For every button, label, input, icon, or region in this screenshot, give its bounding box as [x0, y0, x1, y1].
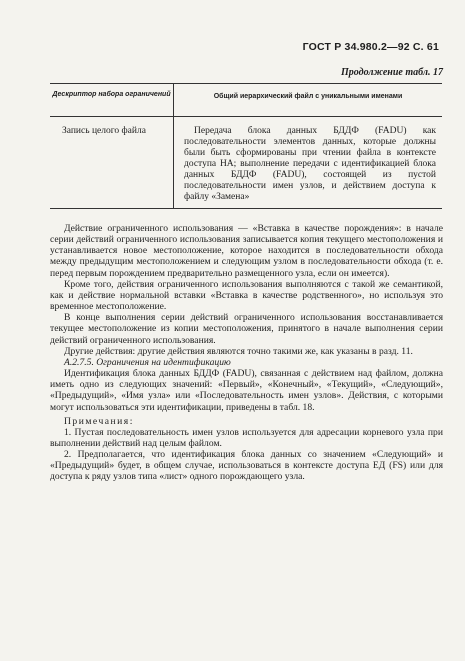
- paragraph-identification: Идентификация блока данных БДДФ (FADU), связанная с действием над файлом, должна иметь одно из следующих значений: «Первый», «Конечный», «Текущий», «Следующий», «Предыдущий», «Имя узла» или «Последовательность имен узлов». Действия, с которыми могут использоваться эти идентификации, приведены в табл. 18.: [50, 368, 443, 413]
- table-continuation-label: Продолжение табл. 17: [340, 67, 443, 78]
- paragraph-semantics: Кроме того, действия ограниченного использования выполняются с такой же семантикой, как и действие нормальной вставки «Вставка в качестве родственного», но используя это временное местоположение.: [50, 278, 443, 313]
- constraint-table: [50, 83, 442, 209]
- table-column-divider: [173, 84, 174, 208]
- notes-title: Примечания:: [64, 415, 134, 427]
- table-header-descriptor: Дескриптор набора ограничений: [52, 91, 171, 98]
- page-header: ГОСТ Р 34.980.2—92 С. 61: [302, 41, 439, 53]
- note-2: 2. Предполагается, что идентификация блока данных со значением «Следующий» и «Предыдущий» будет, в общем случае, использоваться в контексте доступа ЕД (FS) или для доступа к ряду узлов типа «лист» одного порождающего узла.: [50, 449, 443, 483]
- section-heading-identification: А.2.7.5. Ограничения на идентификацию: [64, 356, 231, 368]
- paragraph-other-actions: Другие действия: другие действия являются точно такими же, как указаны в разд. 11.: [64, 345, 413, 357]
- paragraph-restore-location: В конце выполнения серии действий ограниченного использования восстанавливается текущее местоположение из копии местоположения, принятого в начале выполнения серии действий ограниченного использования.: [50, 312, 443, 346]
- table-cell-action-description: Передача блока данных БДДФ (FADU) как последовательности элементов данных, которые должны были быть сформированы при чтении файла в контексте доступа НА; выполнение передачи с идентификацией блока данных БДДФ (FADU), состоящей из пустой последовательности имен узлов, и действием доступа к файлу «Замена»: [184, 126, 436, 202]
- paragraph-insert-as-child: Действие ограниченного использования — «Вставка в качестве порождения»: в начале серии действий ограниченного использования записывается копия текущего местоположения и устанавливается новое местоположение, которое находится в последовательности обхода между предыдущим местоположением и следующим узлом в последовательности обхода (т. е. перед первым порождением предварительно размещенного узла, если он имеется).: [50, 223, 443, 279]
- body-text: [50, 223, 443, 483]
- table-header-hierarchical-file: Общий иерархический файл с уникальными именами: [213, 93, 403, 100]
- note-1: 1. Пустая последовательность имен узлов используется для адресации корневого узла при выполнении действий над целым файлом.: [50, 426, 443, 449]
- table-header-divider: [50, 116, 442, 117]
- table-cell-action-name: Запись целого файла: [62, 126, 146, 136]
